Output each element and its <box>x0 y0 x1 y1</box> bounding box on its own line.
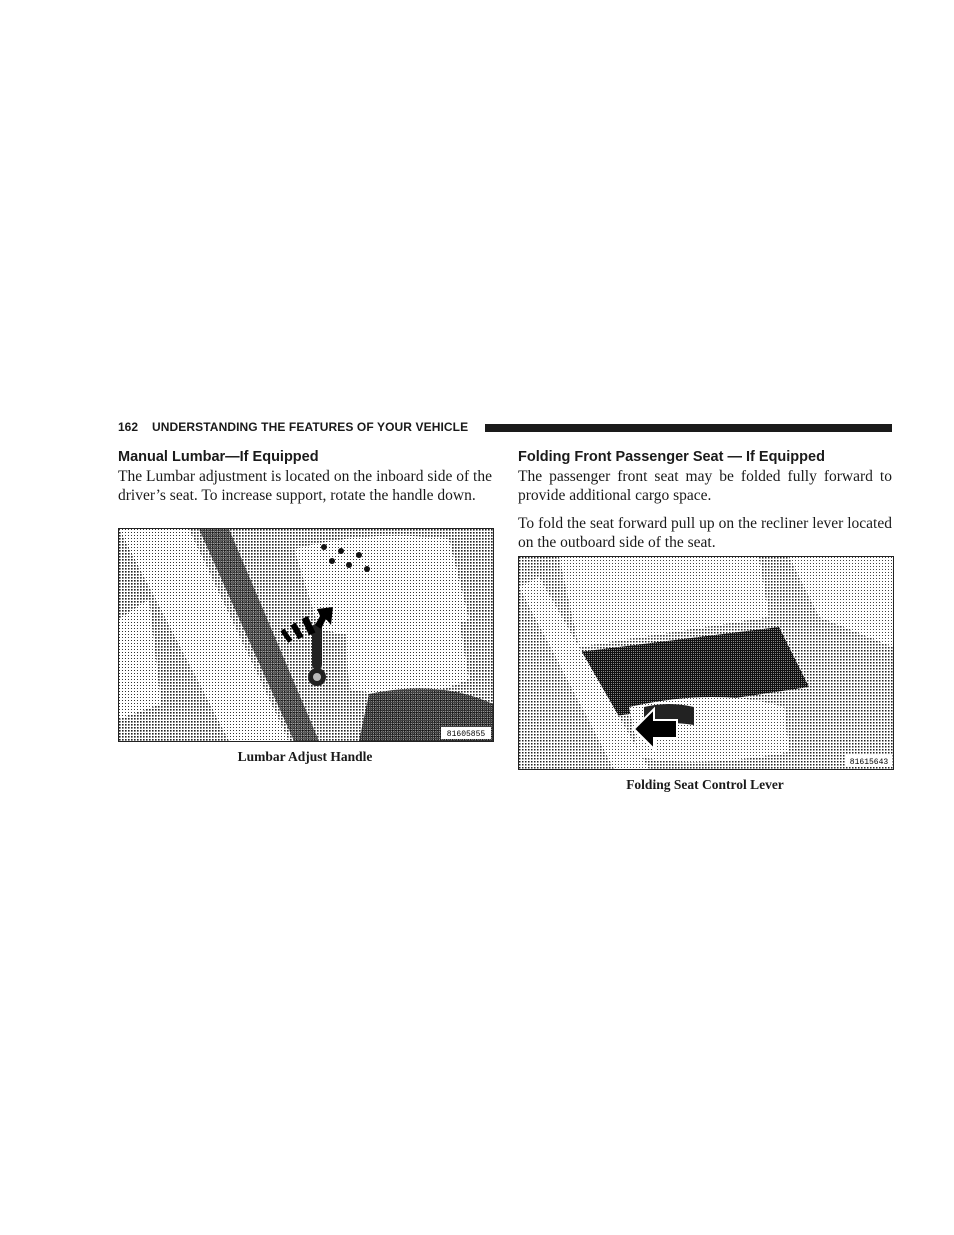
folding-figure-code: 81615643 <box>849 758 889 767</box>
folding-seat-heading: Folding Front Passenger Seat — If Equipped <box>518 449 825 465</box>
manual-lumbar-heading: Manual Lumbar—If Equipped <box>118 449 319 465</box>
right-column <box>518 448 892 552</box>
lumbar-figure-caption: Lumbar Adjust Handle <box>237 749 373 764</box>
page-header <box>118 419 892 435</box>
left-column <box>118 448 492 505</box>
header-rule <box>485 424 892 432</box>
folding-seat-paragraph-1: The passenger front seat may be folded fully forward to provide additional cargo space. <box>518 468 892 504</box>
manual-lumbar-paragraph: The Lumbar adjustment is located on the inboard side of the driver’s seat. To increase support, rotate the handle down. <box>118 468 492 504</box>
page-number: 162 <box>118 420 139 434</box>
folding-seat-figure <box>518 556 894 770</box>
lumbar-figure-code: 81605855 <box>446 730 486 739</box>
lumbar-seat-illustration <box>119 529 493 741</box>
section-title: UNDERSTANDING THE FEATURES OF YOUR VEHICLE <box>152 420 469 434</box>
folding-seat-paragraph-2: To fold the seat forward pull up on the recliner lever located on the outboard side of the seat. <box>518 515 892 551</box>
lumbar-adjust-figure <box>118 528 494 742</box>
folding-figure-caption: Folding Seat Control Lever <box>626 777 784 792</box>
folding-seat-illustration <box>519 557 893 769</box>
